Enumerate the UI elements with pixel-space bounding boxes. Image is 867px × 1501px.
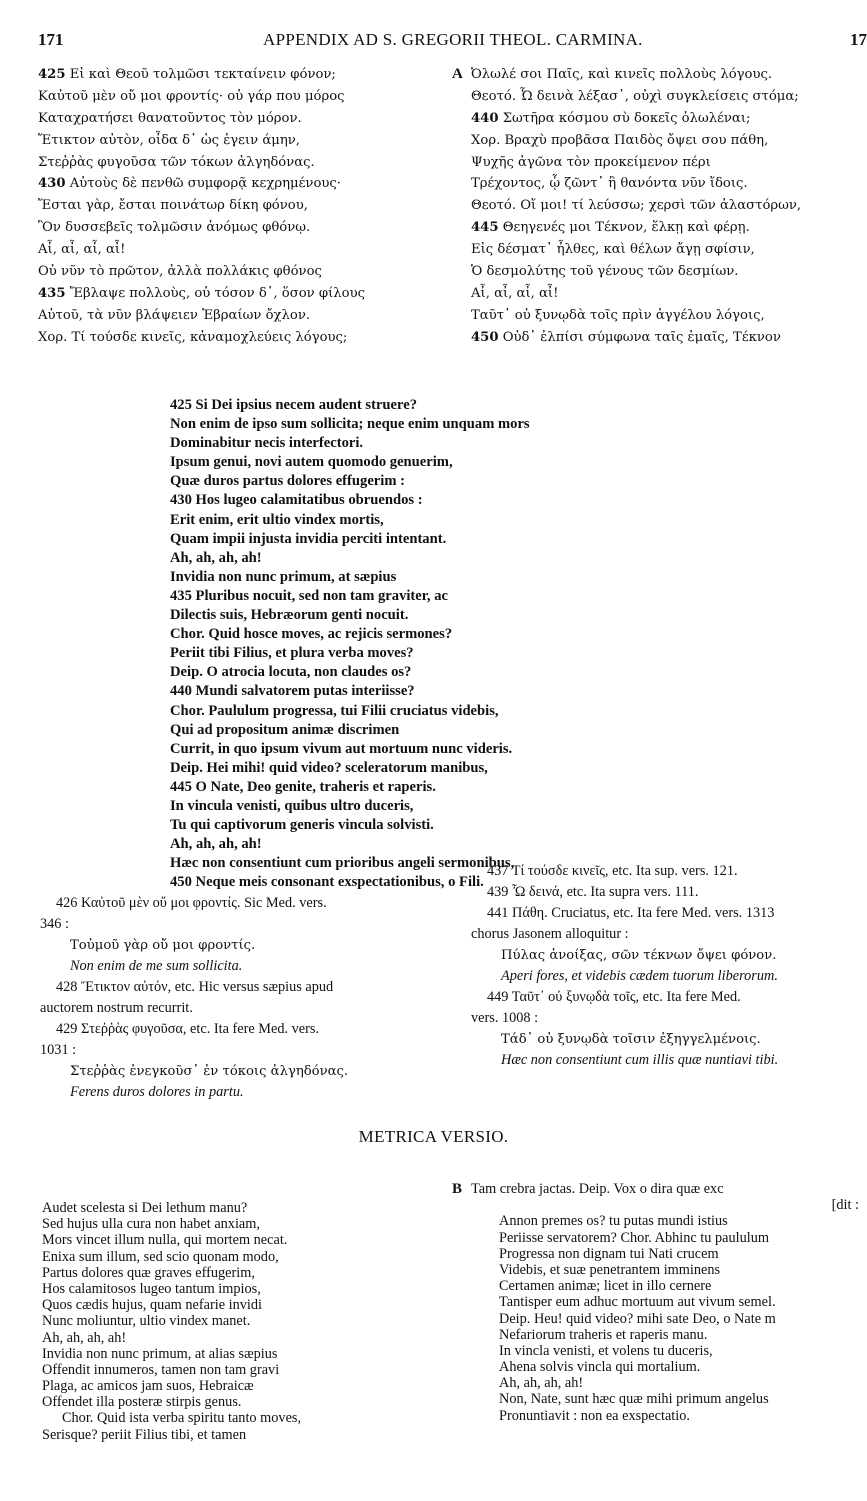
metrical-verse-line: Chor. Quid ista verba spiritu tanto moves, (62, 1410, 302, 1427)
metrical-verse-line: Tantisper eum adhuc mortuum aut vivum semel. (499, 1294, 776, 1311)
notes-left-column (40, 893, 450, 1103)
greek-verse-line (471, 217, 867, 239)
verse-number: 450 (471, 329, 499, 345)
note-line: 437 Τί τούσδε κινεῖς, etc. Ita sup. vers. 121. (487, 863, 738, 879)
metrical-verse-line: Periisse servatorem? Chor. Abhinc tu paululum (499, 1229, 770, 1246)
note-line: Τάδ᾽ οὐ ξυνῳδὰ τοῖσιν ἐξηγγελμένοις. (501, 1032, 761, 1047)
verse-text: Θεηγενές μοι Τέκνον, ἕλκῃ καὶ φέρῃ. (498, 220, 750, 236)
latin-verse-line: In vincula venisti, quibus ultro duceris, (170, 797, 414, 814)
note-line: Ferens duros dolores in partu. (70, 1084, 244, 1100)
metrical-verse-line: Nefariorum traheris et raperis manu. (499, 1326, 708, 1343)
verse-text: Ἔβλαψε πολλοὺς, οὐ τόσον δ᾽, ὅσον φίλους (65, 285, 365, 301)
verse-text: Εἰ καὶ Θεοῦ τολμῶσι τεκταίνειν φόνον; (65, 67, 336, 82)
latin-verse-line: 435 Pluribus nocuit, sed non tam graviter, ac (170, 587, 448, 604)
page-header (38, 30, 867, 54)
verse-number: 425 (38, 67, 66, 82)
note-line: Πύλας ἀνοίξας, σῶν τέκνων ὄψει φόνον. (501, 948, 777, 963)
latin-translation (170, 396, 690, 892)
metrical-verse-line: Pronuntiavit : non ea exspectatio. (499, 1407, 690, 1424)
greek-verse-line (471, 173, 867, 195)
metrical-verse-line: Plaga, ac amicos jam suos, Hebraicæ (42, 1378, 254, 1395)
metrical-verse-line: Non, Nate, sunt hæc quæ mihi primum angelus (499, 1391, 769, 1408)
verse-text: Αὐτοῦ, τὰ νῦν βλάψειεν Ἑβραίων ὄχλον. (38, 307, 311, 323)
verse-number: 435 (38, 285, 66, 301)
page-number-right: 17 (850, 30, 867, 49)
greek-verse-line (38, 64, 438, 86)
greek-verse-line (38, 327, 438, 349)
note-line: auctorem nostrum recurrit. (40, 1000, 193, 1016)
greek-verse-line (471, 86, 867, 108)
verse-text: Ἔτικτον αὐτὸν, οἶδα δ᾽ ὡς ἐγειν άμην, (38, 132, 300, 148)
note-line: chorus Jasonem alloquitur : (471, 926, 629, 942)
greek-verse-line (38, 305, 438, 327)
metrical-verse-line: Quos cædis hujus, quam nefarie invidi (42, 1297, 262, 1314)
greek-verse-line (38, 130, 438, 152)
latin-verse-line: Quam impii injusta invidia perciti intentant. (170, 530, 447, 547)
note-line: 449 Ταῦτ᾽ οὐ ξυνῳδὰ τοῖς, etc. Ita fere Med. (487, 989, 741, 1005)
latin-verse-line: Ah, ah, ah, ah! (170, 549, 262, 566)
metrical-verse-line: Certamen animæ; licet in illo cernere (499, 1278, 712, 1295)
note-line: Στεῤῥὰς ἐνεγκοῦσ᾽ ἐν τόκοις ἀλγηδόνας. (70, 1064, 349, 1079)
metrical-verse-line: Ah, ah, ah, ah! (42, 1329, 127, 1346)
metrical-verse-line: Audet scelesta si Dei lethum manu? (42, 1200, 248, 1216)
metrical-verse-line: Progressa non dignam tui Nati crucem (499, 1245, 719, 1262)
note-line: 429 Στεῤῥὰς φυγοῦσα, etc. Ita fere Med. vers. (56, 1021, 320, 1037)
greek-verse-line (38, 195, 438, 217)
latin-verse-line: Hæc non consentiunt cum prioribus angeli sermonibus, (170, 855, 515, 872)
verse-text: Εἰς δέσματ᾽ ἦλθες, καὶ θέλων ἄγῃ σφίσιν, (471, 242, 755, 258)
greek-verse-line (38, 152, 438, 174)
metrical-verse-line: Ah, ah, ah, ah! (499, 1375, 584, 1392)
verse-text: Ὁ δεσμολύτης τοῦ γένους τῶν δεσμίων. (471, 264, 739, 280)
latin-verse-line: Deip. O atrocia locuta, non claudes os? (170, 664, 412, 681)
note-line: vers. 1008 : (471, 1010, 539, 1026)
metrical-verse-line: In vincla venisti, et volens tu duceris, (499, 1342, 713, 1359)
verse-text: Οὐδ᾽ ἐλπίσι σύμφωνα ταῖς ἐμαῖς, Τέκνον (498, 329, 781, 345)
latin-verse-line: Chor. Quid hosce moves, ac rejicis sermones? (170, 626, 453, 643)
latin-verse-line: 425 Si Dei ipsius necem audent struere? (170, 397, 418, 413)
note-line: Hæc non consentiunt cum illis quæ nuntiavi tibi. (501, 1052, 779, 1068)
note-line: 426 Καὐτοῦ μὲν οὔ μοι φροντίς. Sic Med. vers. (56, 895, 327, 911)
metrical-version-right-column (471, 1181, 867, 1424)
section-title: METRICA VERSIO. (358, 1127, 509, 1146)
metrical-verse-line: Annon premes os? tu putas mundi istius (499, 1213, 728, 1230)
verse-text: Ὃν δυσσεβεῖς τολμῶσιν ἀνόμως φθόνῳ. (38, 220, 311, 236)
note-line: 428 Ἔτικτον αὐτόν, etc. Hic versus sæpius apud (56, 979, 334, 995)
latin-verse-line: Tu qui captivorum generis vincula solvisti. (170, 817, 434, 834)
latin-verse-line: 450 Neque meis consonant exspectationibus, o Fili. (170, 874, 484, 891)
note-line: Non enim de me sum sollicita. (70, 958, 243, 974)
latin-verse-line: Deip. Hei mihi! quid video? sceleratorum manibus, (170, 759, 488, 776)
greek-verse-line (471, 130, 867, 152)
latin-verse-line: Ah, ah, ah, ah! (170, 836, 262, 853)
greek-verse-line (38, 283, 438, 305)
verse-number: 430 (38, 176, 66, 192)
latin-verse-line: Non enim de ipso sum sollicita; neque enim unquam mors (170, 416, 530, 433)
verse-text: Τρέχοντος, ᾧ ζῶντ᾽ ἢ θανόντα νῦν ἴδοις. (471, 176, 748, 192)
greek-verse-line (38, 217, 438, 239)
verse-text: Οὐ νῦν τὸ πρῶτον, ἀλλὰ πολλάκις φθόνος (38, 264, 322, 280)
greek-verse-line (471, 305, 867, 327)
metrical-verse-line: Offendet illa posteræ stirpis genus. (42, 1394, 242, 1411)
verse-text: Αἶ, αἶ, αἶ, αἶ! (471, 285, 559, 301)
metrical-verse-line: Mors vincet illum nulla, qui mortem necat. (42, 1232, 288, 1249)
verse-text: Ὀλωλέ σοι Παῖς, καὶ κινεῖς πολλοὺς λόγους. (471, 67, 773, 82)
verse-text: Καὐτοῦ μὲν οὔ μοι φροντίς· οὐ γάρ που μόρος (38, 88, 345, 104)
note-line: 346 : (40, 916, 69, 932)
note-line: 441 Πάθη. Cruciatus, etc. Ita fere Med. vers. 1313 (487, 905, 775, 921)
latin-verse-line: Currit, in quo ipsum vivum aut mortuum nunc videris. (170, 740, 513, 757)
verse-number: 440 (471, 110, 499, 126)
greek-verse-line (471, 152, 867, 174)
note-line: Aperi fores, et videbis cædem tuorum liberorum. (501, 968, 778, 984)
verse-text: Ψυχῆς ἀγῶνα τὸν προκείμενον πέρι (471, 154, 711, 170)
greek-verse-line (471, 64, 867, 86)
running-title: APPENDIX AD S. GREGORII THEOL. CARMINA. (263, 30, 643, 49)
greek-verse-line (471, 239, 867, 261)
latin-verse-line: Erit enim, erit ultio vindex mortis, (170, 511, 384, 528)
verse-text: Χορ. Βραχὺ προβᾶσα Παιδὸς ὄψει σου πάθη, (471, 132, 769, 148)
latin-verse-line: Chor. Paululum progressa, tui Filii cruciatus videbis, (170, 702, 499, 719)
note-line: 1031 : (40, 1042, 77, 1058)
verse-text: Χορ. Τί τούσδε κινεῖς, κἀναμοχλεύεις λόγους; (38, 329, 348, 345)
metrical-verse-line: Enixa sum illum, sed scio quonam modo, (42, 1248, 279, 1265)
note-line: 439 Ὦ δεινά, etc. Ita supra vers. 111. (487, 884, 699, 900)
greek-text-right-column (471, 64, 867, 349)
greek-verse-line (471, 283, 867, 305)
verse-text: Σωτῆρα κόσμου σὺ δοκεῖς ὀλωλέναι; (498, 110, 751, 126)
latin-verse-line: Dilectis suis, Hebræorum genti nocuit. (170, 607, 409, 624)
greek-verse-line (38, 239, 438, 261)
greek-verse-line (471, 327, 867, 349)
greek-verse-line (38, 86, 438, 108)
latin-verse-line: Invidia non nunc primum, at sæpius (170, 568, 397, 585)
greek-verse-line (38, 108, 438, 130)
metrical-verse-line: Tam crebra jactas. Deip. Vox o dira quæ exc (471, 1181, 724, 1197)
metrical-verse-line: Offendit innumeros, tamen non tam gravi (42, 1361, 280, 1378)
metrical-verse-line: Invidia non nunc primum, at alias sæpius (42, 1345, 278, 1362)
greek-text-left-column (38, 64, 438, 349)
metrical-verse-line: Hos calamitosos lugeo tantum impios, (42, 1280, 261, 1297)
latin-verse-line: Dominabitur necis interfectori. (170, 435, 364, 452)
metrical-verse-line: Deip. Heu! quid video? mihi sate Deo, o Nate m (499, 1310, 776, 1327)
greek-verse-line (471, 261, 867, 283)
metrical-verse-line: Serisque? periit Filius tibi, et tamen (42, 1426, 247, 1443)
margin-marker-b: B (452, 1181, 463, 1197)
verse-number: 445 (471, 220, 499, 236)
greek-verse-line (471, 195, 867, 217)
verse-text: Θεοτό. Ὦ δεινὰ λέξασ᾽, οὐχὶ συγκλείσεις στόμα; (471, 88, 799, 104)
notes-right-column (471, 861, 867, 1071)
metrical-verse-line: Sed hujus ulla cura non habet anxiam, (42, 1216, 260, 1233)
metrical-verse-line: Ahena solvis vincla qui mortalium. (499, 1359, 701, 1376)
metrical-verse-line: Nunc moliuntur, ultio vindex manet. (42, 1313, 251, 1330)
verse-text: Ταῦτ᾽ οὐ ξυνῳδὰ τοῖς πρὶν ἀγγέλου λόγοις, (471, 307, 765, 323)
metrical-version-left-column (42, 1200, 442, 1443)
metrical-verse-line: [dit : (831, 1197, 859, 1214)
verse-text: Στεῤῥὰς φυγοῦσα τῶν τόκων ἀλγηδόνας. (38, 154, 315, 170)
latin-verse-line: 445 O Nate, Deo genite, traheris et raperis. (170, 778, 436, 795)
latin-verse-line: 430 Hos lugeo calamitatibus obruendos : (170, 492, 423, 509)
metrical-verse-line: Partus dolores quæ graves effugerim, (42, 1264, 255, 1281)
greek-verse-line (38, 261, 438, 283)
verse-text: Θεοτό. Οἴ μοι! τί λεύσσω; χερσὶ τῶν ἀλαστόρων, (471, 198, 802, 214)
verse-text: Καταχρατήσει θανατοῦντος τὸν μόρον. (38, 110, 302, 126)
page-number-left: 171 (38, 30, 64, 49)
verse-text: Αἶ, αἶ, αἶ, αἶ! (38, 242, 126, 258)
margin-marker-a: A (452, 66, 463, 82)
latin-verse-line: Ipsum genui, novi autem quomodo genuerim, (170, 454, 453, 471)
verse-text: Ἔσται γὰρ, ἔσται ποινάτωρ δίκη φόνου, (38, 198, 308, 214)
note-line: Τοὐμοῦ γὰρ οὔ μοι φροντίς. (70, 938, 256, 953)
latin-verse-line: Quæ duros partus dolores effugerim : (170, 473, 405, 490)
latin-verse-line: 440 Mundi salvatorem putas interiisse? (170, 683, 415, 700)
metrical-verse-line: Videbis, et suæ penetrantem imminens (499, 1261, 721, 1278)
verse-text: Αὐτοὺς δὲ πενθῶ συμφορᾷ κεχρημένους· (65, 176, 341, 192)
greek-verse-line (471, 108, 867, 130)
greek-verse-line (38, 173, 438, 195)
latin-verse-line: Periit tibi Filius, et plura verba moves? (170, 645, 414, 662)
latin-verse-line: Qui ad propositum animæ discrimen (170, 721, 400, 738)
